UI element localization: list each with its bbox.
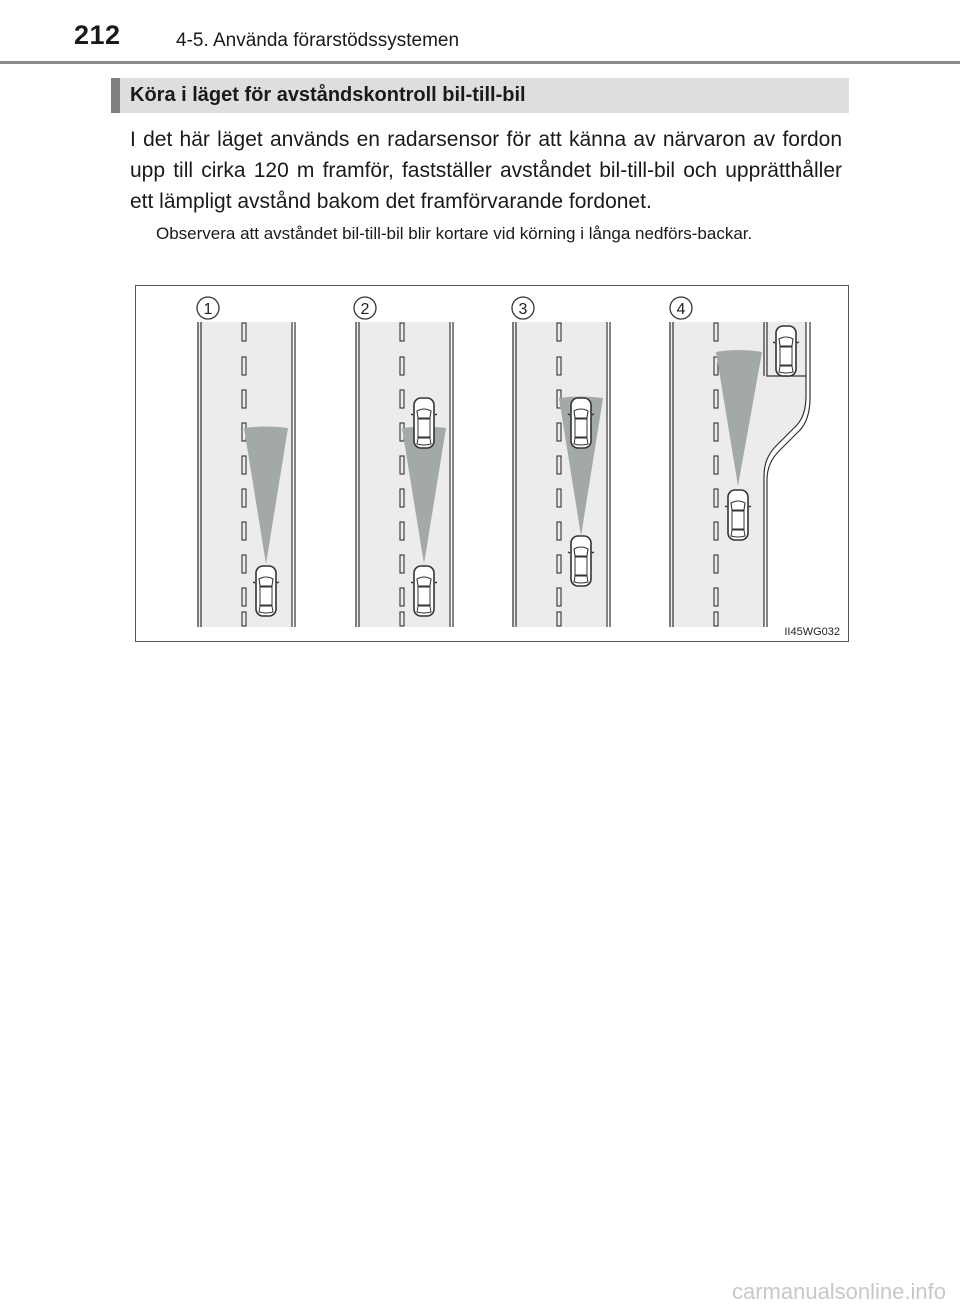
section-title: Köra i läget för avståndskontroll bil-till-bil xyxy=(130,84,526,106)
road-illustration xyxy=(136,286,850,643)
panel-4 xyxy=(669,322,810,627)
panel-label-4 xyxy=(670,297,692,319)
panel-label-3 xyxy=(512,297,534,319)
svg-text:4: 4 xyxy=(676,301,686,318)
panel-2 xyxy=(355,322,453,627)
svg-text:3: 3 xyxy=(518,301,528,318)
note-paragraph: Observera att avståndet bil-till-bil blir kortare vid körning i långa nedförs-backar. xyxy=(156,224,753,243)
body-paragraph: I det här läget används en radarsensor för att känna av närvaron av fordon upp till cirka 120 m framför, fastställer avståndet bil-till-bil och upprätthåller ett lämpligt avstånd bakom det framförvarande fordonet. xyxy=(130,128,842,213)
panel-3 xyxy=(512,322,610,627)
header-rule xyxy=(0,61,960,64)
panel-1 xyxy=(197,322,295,627)
chapter-title: 4-5. Använda förarstödssystemen xyxy=(176,30,460,51)
illustration-figure xyxy=(135,285,849,642)
page-number: 212 xyxy=(74,20,121,50)
svg-text:2: 2 xyxy=(360,301,370,318)
figure-code: II45WG032 xyxy=(784,626,840,638)
section-heading-bar xyxy=(111,78,849,113)
watermark: carmanualsonline.info xyxy=(731,1279,946,1304)
panel-label-1 xyxy=(197,297,219,319)
svg-text:1: 1 xyxy=(203,301,213,318)
panel-label-2 xyxy=(354,297,376,319)
